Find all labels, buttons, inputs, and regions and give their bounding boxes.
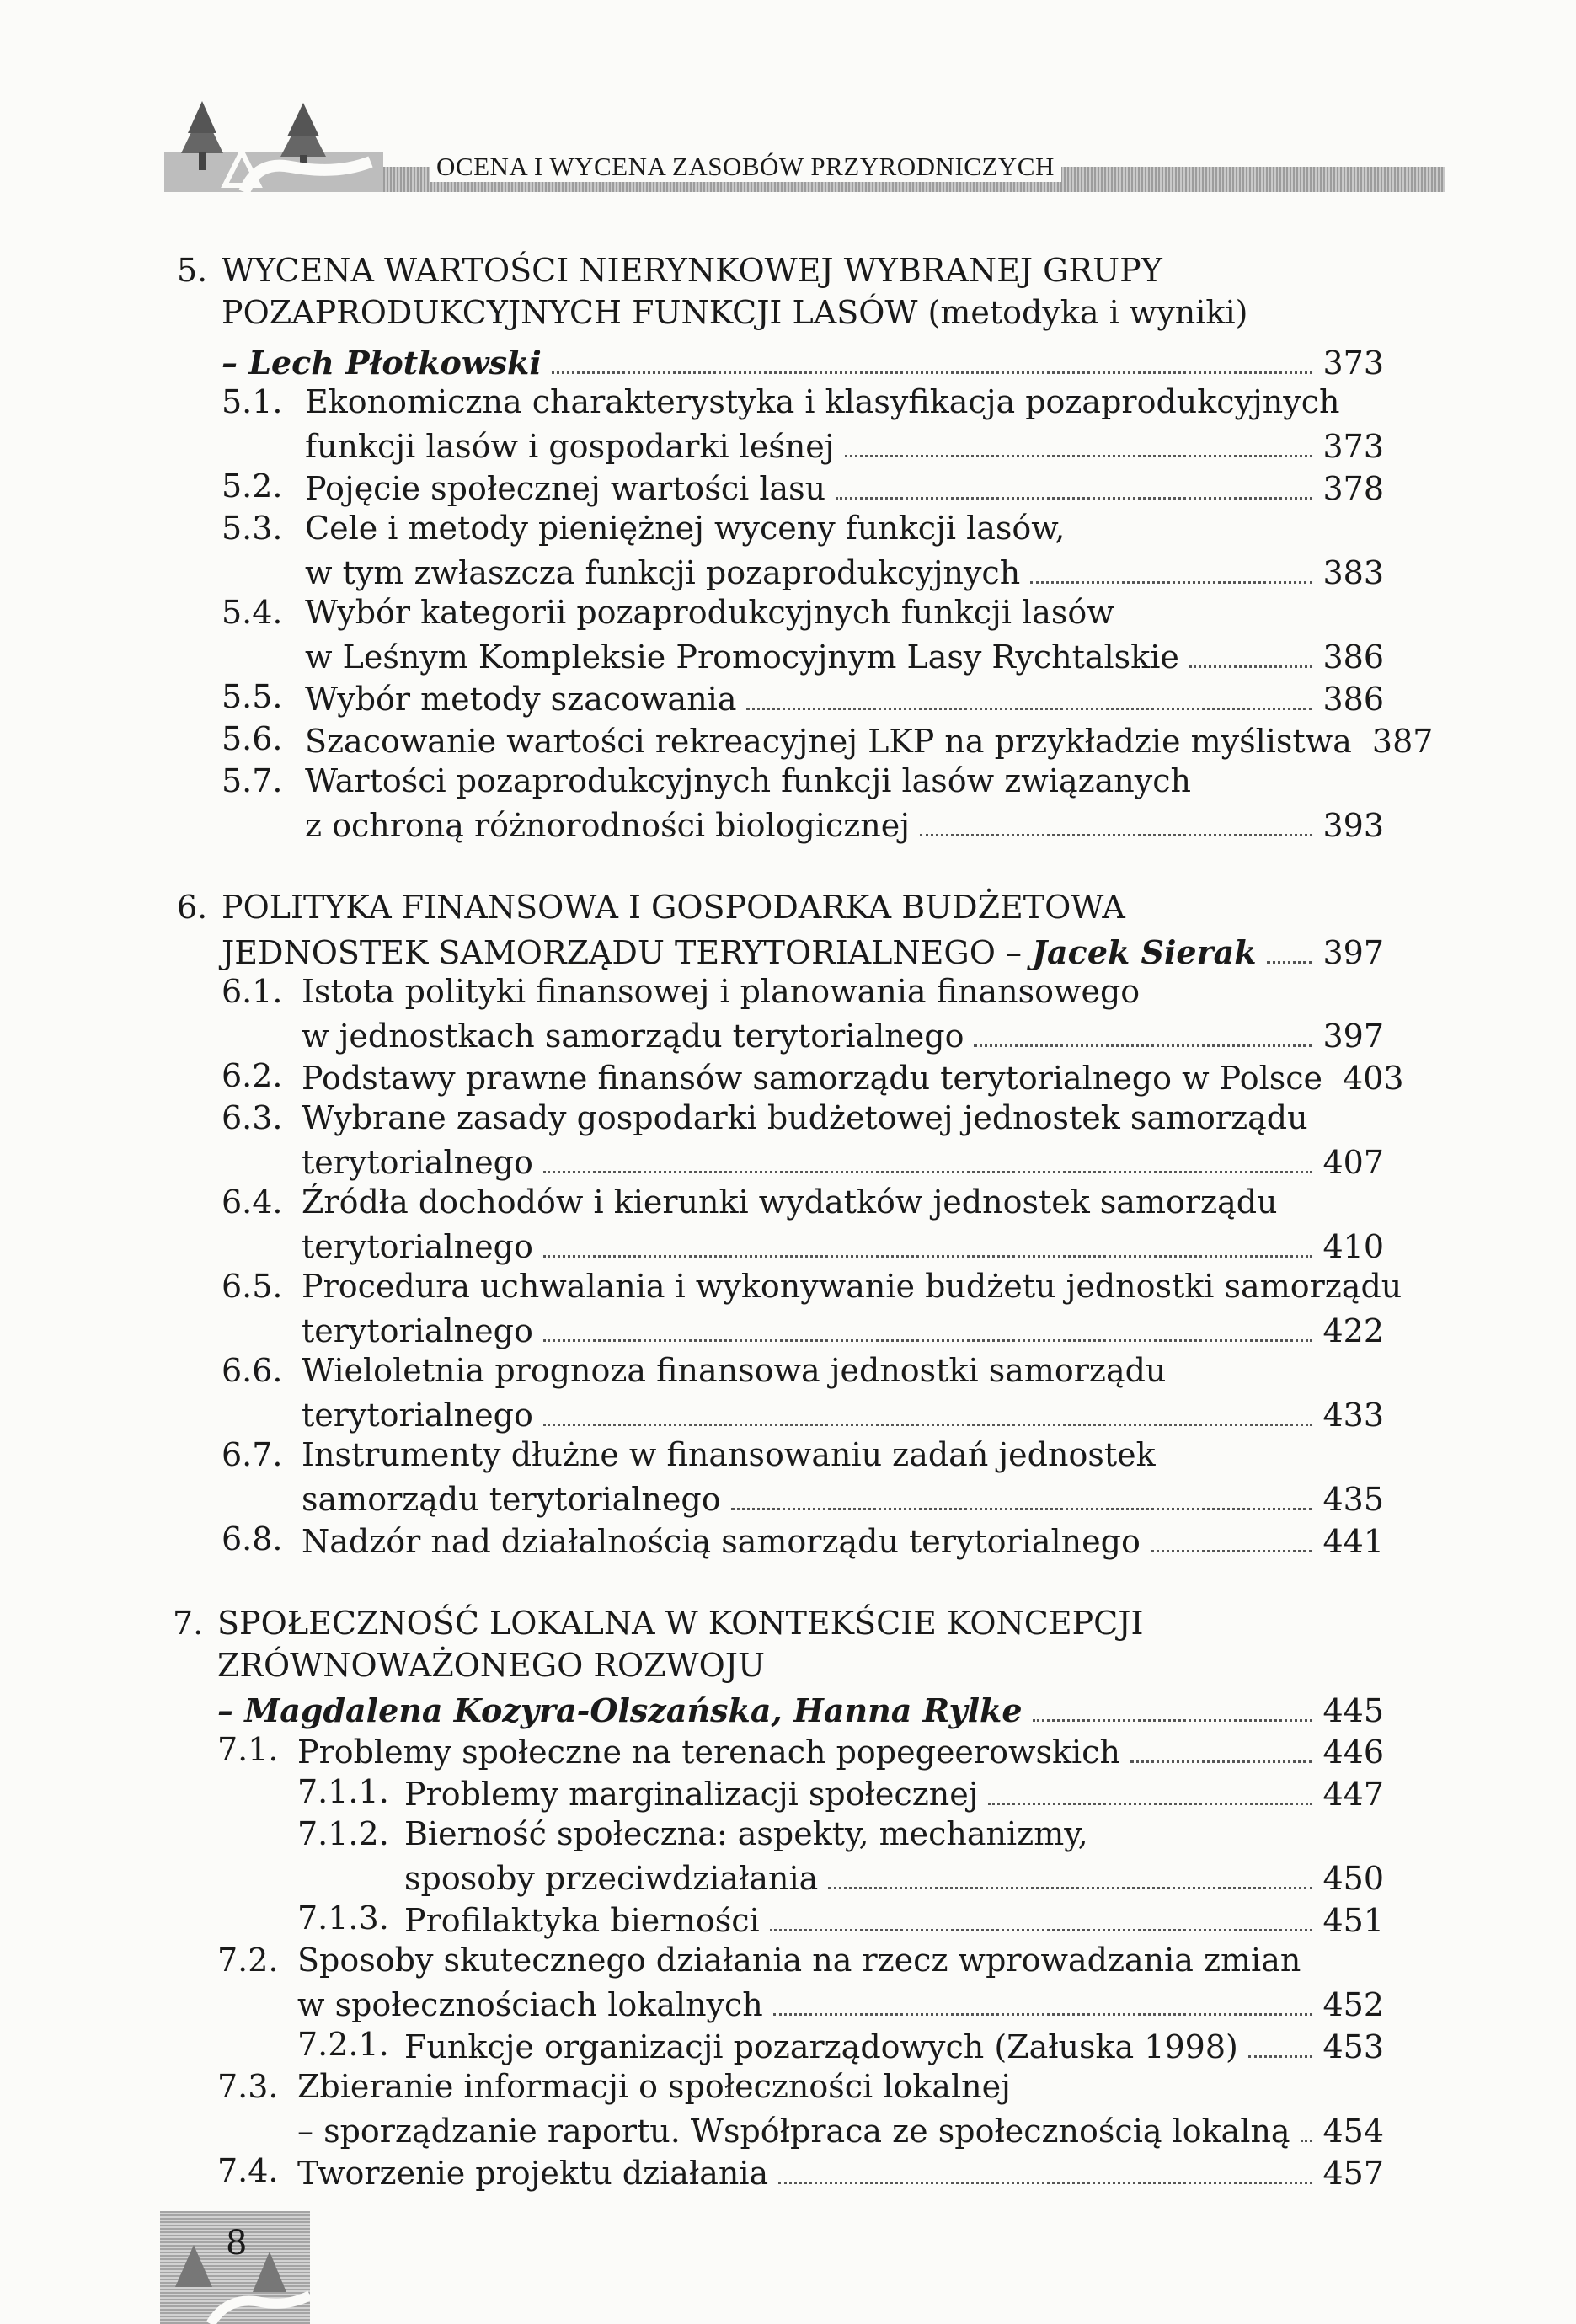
- chapter-title-line: SPOŁECZNOŚĆ LOKALNA W KONTEKŚCIE KONCEPCJI: [217, 1605, 1144, 1642]
- toc-entry[interactable]: [404, 1902, 1384, 1939]
- section-title-line[interactable]: Cele i metody pieniężnej wyceny funkcji lasów,: [305, 510, 1066, 547]
- section-number: 7.4.: [217, 2152, 279, 2189]
- toc-entry[interactable]: [305, 807, 1384, 844]
- section-title-line: z ochroną różnorodności biologicznej: [305, 807, 911, 844]
- running-header: [164, 101, 1445, 202]
- section-title-line[interactable]: Wybór kategorii pozaprodukcyjnych funkcji lasów: [305, 594, 1114, 631]
- chapter-title-line: POZAPRODUKCYJNYCH FUNKCJI LASÓW (metodyka i wyniki): [222, 294, 1248, 331]
- chapter-author: – Magdalena Kozyra-Olszańska, Hanna Rylke: [217, 1691, 1023, 1729]
- section-number: 5.6.: [222, 720, 283, 757]
- page-ref: 407: [1322, 1144, 1384, 1181]
- section-number: 6.7.: [222, 1436, 283, 1473]
- section-title-line: Wybór metody szacowania: [305, 681, 737, 718]
- section-title-line: funkcji lasów i gospodarki leśnej: [305, 428, 835, 465]
- page-ref: 386: [1322, 638, 1384, 676]
- section-title-line[interactable]: Instrumenty dłużne w finansowaniu zadań jednostek: [302, 1436, 1156, 1473]
- page-ref: 387: [1371, 723, 1434, 760]
- chapter-author: Jacek Sierak: [1032, 933, 1257, 971]
- toc-entry[interactable]: [305, 428, 1384, 465]
- toc-entry[interactable]: [297, 2155, 1384, 2192]
- section-title-line: terytorialnego: [302, 1144, 533, 1181]
- page-ref: 435: [1322, 1481, 1384, 1518]
- section-title-line[interactable]: Ekonomiczna charakterystyka i klasyfikacja pozaprodukcyjnych: [305, 383, 1340, 420]
- section-title-line[interactable]: Zbieranie informacji o społeczności lokalnej: [297, 2068, 1011, 2105]
- chapter-number: 5.: [177, 252, 208, 289]
- section-title-line: w jednostkach samorządu terytorialnego: [302, 1018, 964, 1055]
- page-ref: 422: [1322, 1312, 1384, 1349]
- page-ref: 410: [1322, 1228, 1384, 1265]
- section-number: 7.1.: [217, 1731, 279, 1768]
- forest-logo-icon: [164, 101, 383, 195]
- section-title-line: Funkcje organizacji pozarządowych (Załuska 1998): [404, 2028, 1238, 2065]
- section-title-line: Podstawy prawne finansów samorządu terytorialnego w Polsce: [302, 1060, 1323, 1097]
- toc-entry[interactable]: [302, 1144, 1384, 1181]
- section-number: 7.2.1.: [297, 2026, 389, 2063]
- section-number: 6.5.: [222, 1268, 283, 1305]
- section-title-line: Problemy marginalizacji społecznej: [404, 1776, 979, 1813]
- section-title-line: terytorialnego: [302, 1228, 533, 1265]
- header-title: OCENA I WYCENA ZASOBÓW PRZYRODNICZYCH: [430, 152, 1061, 182]
- toc-entry-author[interactable]: JEDNOSTEK SAMORZĄDU TERYTORIALNEGO – Jacek Sierak 397: [222, 933, 1384, 971]
- chapter-number: 7.: [173, 1605, 204, 1642]
- section-title-line[interactable]: Wieloletnia prognoza finansowa jednostki samorządu: [302, 1352, 1167, 1389]
- section-number: 7.2.: [217, 1942, 279, 1979]
- chapter-title-line: JEDNOSTEK SAMORZĄDU TERYTORIALNEGO: [222, 934, 996, 971]
- page-ref: 452: [1322, 1986, 1384, 2023]
- page-ref: 457: [1322, 2155, 1384, 2192]
- section-title-line[interactable]: Bierność społeczna: aspekty, mechanizmy,: [404, 1815, 1088, 1852]
- section-number: 7.3.: [217, 2068, 279, 2105]
- toc-entry[interactable]: [297, 1734, 1384, 1771]
- section-title-line: Szacowanie wartości rekreacyjnej LKP na przykładzie myślistwa: [305, 723, 1352, 760]
- section-title-line: Problemy społeczne na terenach popegeerowskich: [297, 1734, 1120, 1771]
- toc-entry[interactable]: [302, 1228, 1384, 1265]
- page-ref: 433: [1322, 1397, 1384, 1434]
- section-title-line: terytorialnego: [302, 1312, 533, 1349]
- section-title-line: sposoby przeciwdziałania: [404, 1860, 819, 1897]
- section-number: 5.5.: [222, 678, 283, 715]
- section-title-line: w Leśnym Kompleksie Promocyjnym Lasy Rychtalskie: [305, 638, 1179, 676]
- chapter-title-line: POLITYKA FINANSOWA I GOSPODARKA BUDŻETOWA: [222, 889, 1125, 926]
- section-number: 7.1.2.: [297, 1815, 389, 1852]
- section-title-line: w tym zwłaszcza funkcji pozaprodukcyjnych: [305, 554, 1021, 591]
- page-ref: 378: [1322, 470, 1384, 507]
- toc-entry[interactable]: [302, 1481, 1384, 1518]
- page-ref: 397: [1322, 1018, 1384, 1055]
- section-title-line[interactable]: Sposoby skutecznego działania na rzecz wprowadzania zmian: [297, 1942, 1301, 1979]
- section-title-line: – sporządzanie raportu. Współpraca ze społecznością lokalną: [297, 2113, 1290, 2150]
- section-number: 6.6.: [222, 1352, 283, 1389]
- page-ref: 446: [1322, 1734, 1384, 1771]
- toc-entry[interactable]: [404, 2028, 1384, 2065]
- section-title-line: Profilaktyka bierności: [404, 1902, 760, 1939]
- toc-entry[interactable]: [297, 1986, 1384, 2023]
- toc-entry[interactable]: [302, 1523, 1384, 1560]
- page-ref: 403: [1343, 1060, 1404, 1097]
- page-ref: 386: [1322, 681, 1384, 718]
- section-number: 6.2.: [222, 1057, 283, 1094]
- page-ref: 393: [1322, 807, 1384, 844]
- toc-entry[interactable]: [305, 638, 1384, 676]
- section-number: 7.1.1.: [297, 1773, 389, 1810]
- page-ref: 454: [1322, 2113, 1384, 2150]
- page-ref: 450: [1322, 1860, 1384, 1897]
- page-ref: 453: [1322, 2028, 1384, 2065]
- section-number: 6.4.: [222, 1183, 283, 1221]
- toc-entry[interactable]: [305, 470, 1384, 507]
- section-number: 5.4.: [222, 594, 283, 631]
- section-title-line[interactable]: Istota polityki finansowej i planowania finansowego: [302, 973, 1141, 1010]
- section-number: 5.2.: [222, 467, 283, 505]
- page-ref: 441: [1322, 1523, 1384, 1560]
- toc-entry[interactable]: [302, 1397, 1384, 1434]
- section-title-line: Tworzenie projektu działania: [297, 2155, 769, 2192]
- toc-entry-author[interactable]: [222, 344, 1384, 382]
- section-title-line[interactable]: Procedura uchwalania i wykonywanie budżetu jednostki samorządu: [302, 1268, 1402, 1305]
- toc-entry[interactable]: [297, 2113, 1384, 2150]
- section-number: 6.8.: [222, 1520, 283, 1557]
- section-title-line: w społecznościach lokalnych: [297, 1986, 763, 2023]
- page-ref: 383: [1322, 554, 1384, 591]
- section-title-line[interactable]: Wybrane zasady gospodarki budżetowej jednostek samorządu: [302, 1099, 1308, 1136]
- toc-entry[interactable]: [305, 723, 1434, 760]
- chapter-author: – Lech Płotkowski: [222, 344, 542, 382]
- section-number: 7.1.3.: [297, 1899, 389, 1937]
- toc-entry[interactable]: [302, 1018, 1384, 1055]
- section-number: 6.3.: [222, 1099, 283, 1136]
- section-title-line[interactable]: Źródła dochodów i kierunki wydatków jednostek samorządu: [302, 1183, 1278, 1221]
- toc-entry-author[interactable]: [217, 1691, 1384, 1729]
- section-number: 5.7.: [222, 762, 283, 799]
- page-ref: 373: [1322, 428, 1384, 465]
- page-ref: 445: [1322, 1692, 1384, 1729]
- chapter-title-line: ZRÓWNOWAŻONEGO ROZWOJU: [217, 1647, 766, 1684]
- toc-entry[interactable]: [302, 1060, 1404, 1097]
- section-title-line: Nadzór nad działalnością samorządu terytorialnego: [302, 1523, 1141, 1560]
- section-number: 5.3.: [222, 510, 283, 547]
- toc-entry[interactable]: [302, 1312, 1384, 1349]
- page-ref: 451: [1322, 1902, 1384, 1939]
- chapter-title-line: WYCENA WARTOŚCI NIERYNKOWEJ WYBRANEJ GRUPY: [222, 252, 1162, 289]
- page-ref: 447: [1322, 1776, 1384, 1813]
- section-title-line[interactable]: Wartości pozaprodukcyjnych funkcji lasów związanych: [305, 762, 1191, 799]
- page-ref: 373: [1322, 345, 1384, 382]
- chapter-number: 6.: [177, 889, 208, 926]
- section-title-line: Pojęcie społecznej wartości lasu: [305, 470, 826, 507]
- toc-entry[interactable]: [305, 554, 1384, 591]
- page-number: 8: [226, 2224, 248, 2263]
- section-number: 5.1.: [222, 383, 283, 420]
- section-title-line: samorządu terytorialnego: [302, 1481, 721, 1518]
- toc-entry[interactable]: [404, 1776, 1384, 1813]
- toc-entry[interactable]: [404, 1860, 1384, 1897]
- toc-entry[interactable]: [305, 681, 1384, 718]
- section-number: 6.1.: [222, 973, 283, 1010]
- page-ref: 397: [1322, 934, 1384, 971]
- section-title-line: terytorialnego: [302, 1397, 533, 1434]
